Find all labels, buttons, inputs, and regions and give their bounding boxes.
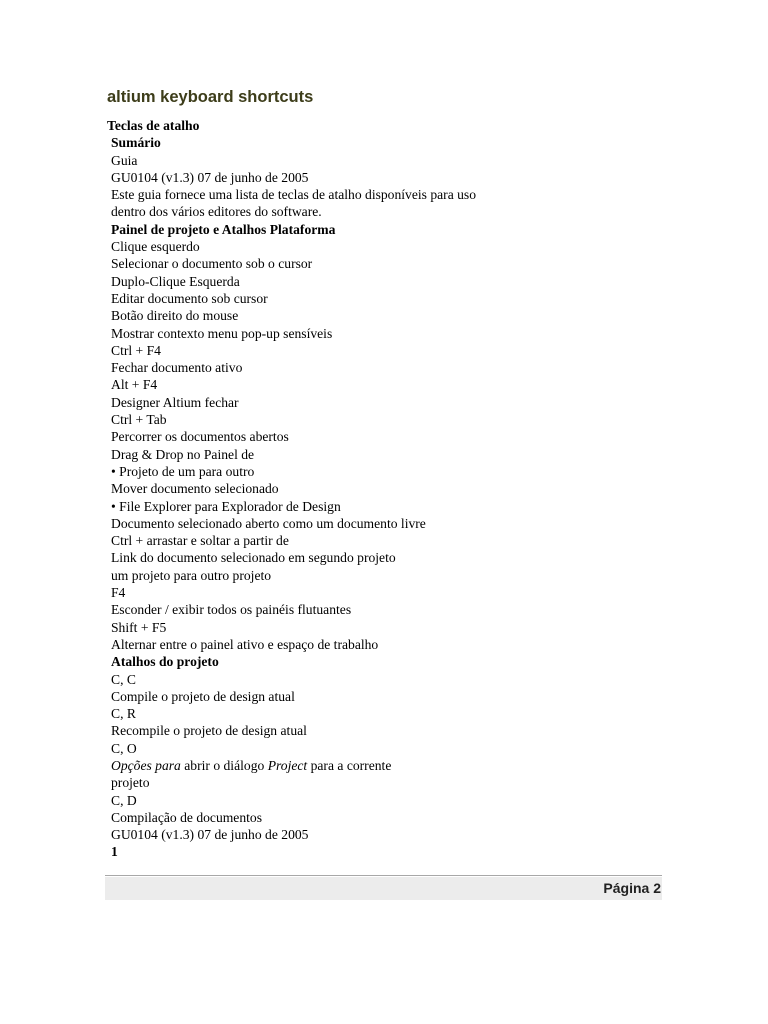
text-line: Duplo-Clique Esquerda <box>111 273 240 289</box>
text-line: C, D <box>111 792 137 808</box>
page-title: altium keyboard shortcuts <box>107 88 314 106</box>
text-line: projeto <box>111 775 150 791</box>
text-line: Alt + F4 <box>111 377 158 393</box>
text-line: Ctrl + F4 <box>111 342 161 358</box>
page-number: Página 2 <box>603 880 661 896</box>
text-line: Ctrl + Tab <box>111 412 167 428</box>
document-heading: Teclas de atalho <box>107 118 200 133</box>
text-line: C, O <box>111 740 137 756</box>
section-heading: Painel de projeto e Atalhos Plataforma <box>111 221 336 237</box>
text-line: Link do documento selecionado em segundo projeto <box>111 550 396 566</box>
text-line: Compile o projeto de design atual <box>111 688 295 704</box>
text-line: Botão direito do mouse <box>111 308 239 324</box>
document-lines <box>111 134 671 860</box>
text-line: Shift + F5 <box>111 619 167 635</box>
text-line: • File Explorer para Explorador de Design <box>111 498 341 514</box>
text-line: Editar documento sob cursor <box>111 290 268 306</box>
text-segment: para a corrente <box>307 757 392 773</box>
section-heading: Sumário <box>111 135 161 151</box>
footer-bar <box>105 877 662 900</box>
text-line: Mostrar contexto menu pop-up sensíveis <box>111 325 333 341</box>
italic-term: Opções para <box>111 757 181 773</box>
text-line: Esconder / exibir todos os painéis flutuantes <box>111 602 352 618</box>
text-line: Compilação de documentos <box>111 809 263 825</box>
text-line: Alternar entre o painel ativo e espaço de trabalho <box>111 636 379 652</box>
text-line: C, C <box>111 671 136 687</box>
section-heading: 1 <box>111 844 118 860</box>
text-line: Guia <box>111 152 138 168</box>
text-line: Documento selecionado aberto como um documento livre <box>111 515 426 531</box>
text-line: Mover documento selecionado <box>111 481 279 497</box>
text-line: GU0104 (v1.3) 07 de junho de 2005 <box>111 827 309 843</box>
text-line: Percorrer os documentos abertos <box>111 429 289 445</box>
text-line: F4 <box>111 585 126 601</box>
text-line: Selecionar o documento sob o cursor <box>111 256 313 272</box>
text-line: Fechar documento ativo <box>111 360 243 376</box>
text-line: Designer Altium fechar <box>111 394 239 410</box>
text-line: Ctrl + arrastar e soltar a partir de <box>111 533 289 549</box>
text-line: um projeto para outro projeto <box>111 567 272 583</box>
italic-term: Project <box>267 757 308 773</box>
text-line: dentro dos vários editores do software. <box>111 204 322 220</box>
text-segment: abrir o diálogo <box>180 757 268 773</box>
document-body <box>107 117 671 861</box>
section-heading: Atalhos do projeto <box>111 654 219 670</box>
footer-divider <box>105 875 662 876</box>
text-line: GU0104 (v1.3) 07 de junho de 2005 <box>111 169 309 185</box>
text-line <box>111 757 671 774</box>
text-line: Recompile o projeto de design atual <box>111 723 307 739</box>
text-line: Este guia fornece uma lista de teclas de atalho disponíveis para uso <box>111 187 477 203</box>
text-line: • Projeto de um para outro <box>111 463 255 479</box>
text-line: C, R <box>111 706 136 722</box>
text-line: Drag & Drop no Painel de <box>111 446 255 462</box>
text-line: Clique esquerdo <box>111 239 200 255</box>
